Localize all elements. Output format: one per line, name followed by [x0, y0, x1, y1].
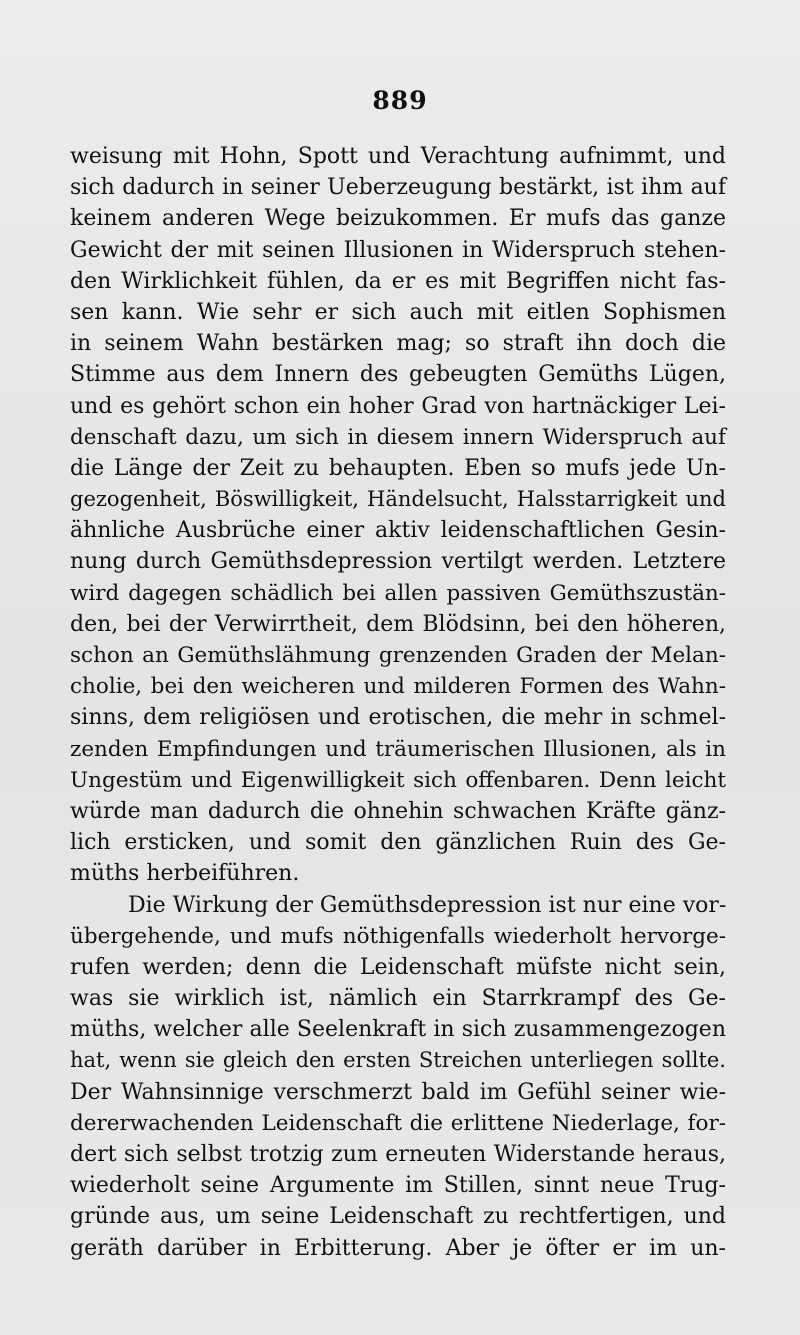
text-line: weisung mit Hohn, Spott und Verachtung aufnimmt, und [70, 144, 726, 169]
text-line: Stimme aus dem Innern des gebeugten Gemüths Lügen, [70, 362, 726, 388]
text-line: Ungestüm und Eigenwilligkeit sich offenbaren. Denn leicht [70, 767, 726, 793]
body-text [70, 141, 726, 1264]
paragraph-start-line: Die Wirkung der Gemüthsdepression ist nur eine vor- [128, 892, 727, 918]
text-line: und es gehört schon ein hoher Grad von hartnäckiger Lei- [70, 393, 726, 419]
text-line: sen kann. Wie sehr er sich auch mit eitlen Sophismen [70, 299, 726, 325]
text-line: den Wirklichkeit fühlen, da er es mit Begriffen nicht fas- [70, 268, 726, 294]
text-line: sich dadurch in seiner Ueberzeugung bestärkt, ist ihm auf [70, 175, 726, 201]
text-line: in seinem Wahn bestärken mag; so straft ihn doch die [70, 331, 726, 357]
paragraph-end-line: müths herbeiführen. [70, 861, 300, 887]
text-line: zenden Empfindungen und träumerischen Illusionen, als in [70, 736, 726, 762]
page-number: 889 [372, 86, 428, 115]
text-line: denschaft dazu, um sich in diesem innern Widerspruch auf [70, 424, 726, 450]
text-line: rufen werden; denn die Leidenschaft müfste nicht sein, [70, 954, 726, 980]
text-line: nung durch Gemüthsdepression vertilgt werden. Letztere [70, 549, 726, 575]
text-line: würde man dadurch die ohnehin schwachen Kräfte gänz- [70, 798, 726, 824]
text-line: die Länge der Zeit zu behaupten. Eben so mufs jede Un- [70, 455, 726, 481]
text-line: wird dagegen schädlich bei allen passiven Gemüthszustän- [70, 580, 726, 606]
text-line: gründe aus, um seine Leidenschaft zu rechtfertigen, und [70, 1204, 726, 1230]
text-line: dererwachenden Leidenschaft die erlittene Niederlage, for- [70, 1110, 726, 1136]
text-line: Gewicht der mit seinen Illusionen in Widerspruch stehen- [70, 237, 726, 263]
text-line: dert sich selbst trotzig zum erneuten Widerstande heraus, [70, 1142, 726, 1167]
text-line: gezogenheit, Böswilligkeit, Händelsucht, Halsstarrigkeit und [70, 487, 726, 512]
text-line: lich ersticken, und somit den gänzlichen Ruin des Ge- [70, 830, 726, 856]
text-line: was sie wirklich ist, nämlich ein Starrkrampf des Ge- [70, 986, 726, 1012]
text-line: ähnliche Ausbrüche einer aktiv leidenschaftlichen Gesin- [70, 518, 726, 544]
text-line: sinns, dem religiösen und erotischen, die mehr in schmel- [70, 705, 726, 731]
text-line: übergehende, und mufs nöthigenfalls wiederholt hervorge- [70, 923, 726, 949]
text-line: keinem anderen Wege beizukommen. Er mufs das ganze [70, 206, 726, 232]
text-line: Der Wahnsinnige verschmerzt bald im Gefühl seiner wie- [70, 1079, 726, 1105]
text-line: wiederholt seine Argumente im Stillen, sinnt neue Trug- [70, 1173, 726, 1199]
text-line: müths, welcher alle Seelenkraft in sich zusammengezogen [70, 1017, 726, 1043]
text-line: cholie, bei den weicheren und milderen Formen des Wahn- [70, 674, 726, 700]
text-line: den, bei der Verwirrtheit, dem Blödsinn, bei den höheren, [70, 611, 726, 637]
text-line: schon an Gemüthslähmung grenzenden Graden der Melan- [70, 643, 726, 668]
text-line: geräth darüber in Erbitterung. Aber je öfter er im un- [70, 1235, 726, 1261]
text-line: hat, wenn sie gleich den ersten Streichen unterliegen sollte. [70, 1048, 726, 1073]
